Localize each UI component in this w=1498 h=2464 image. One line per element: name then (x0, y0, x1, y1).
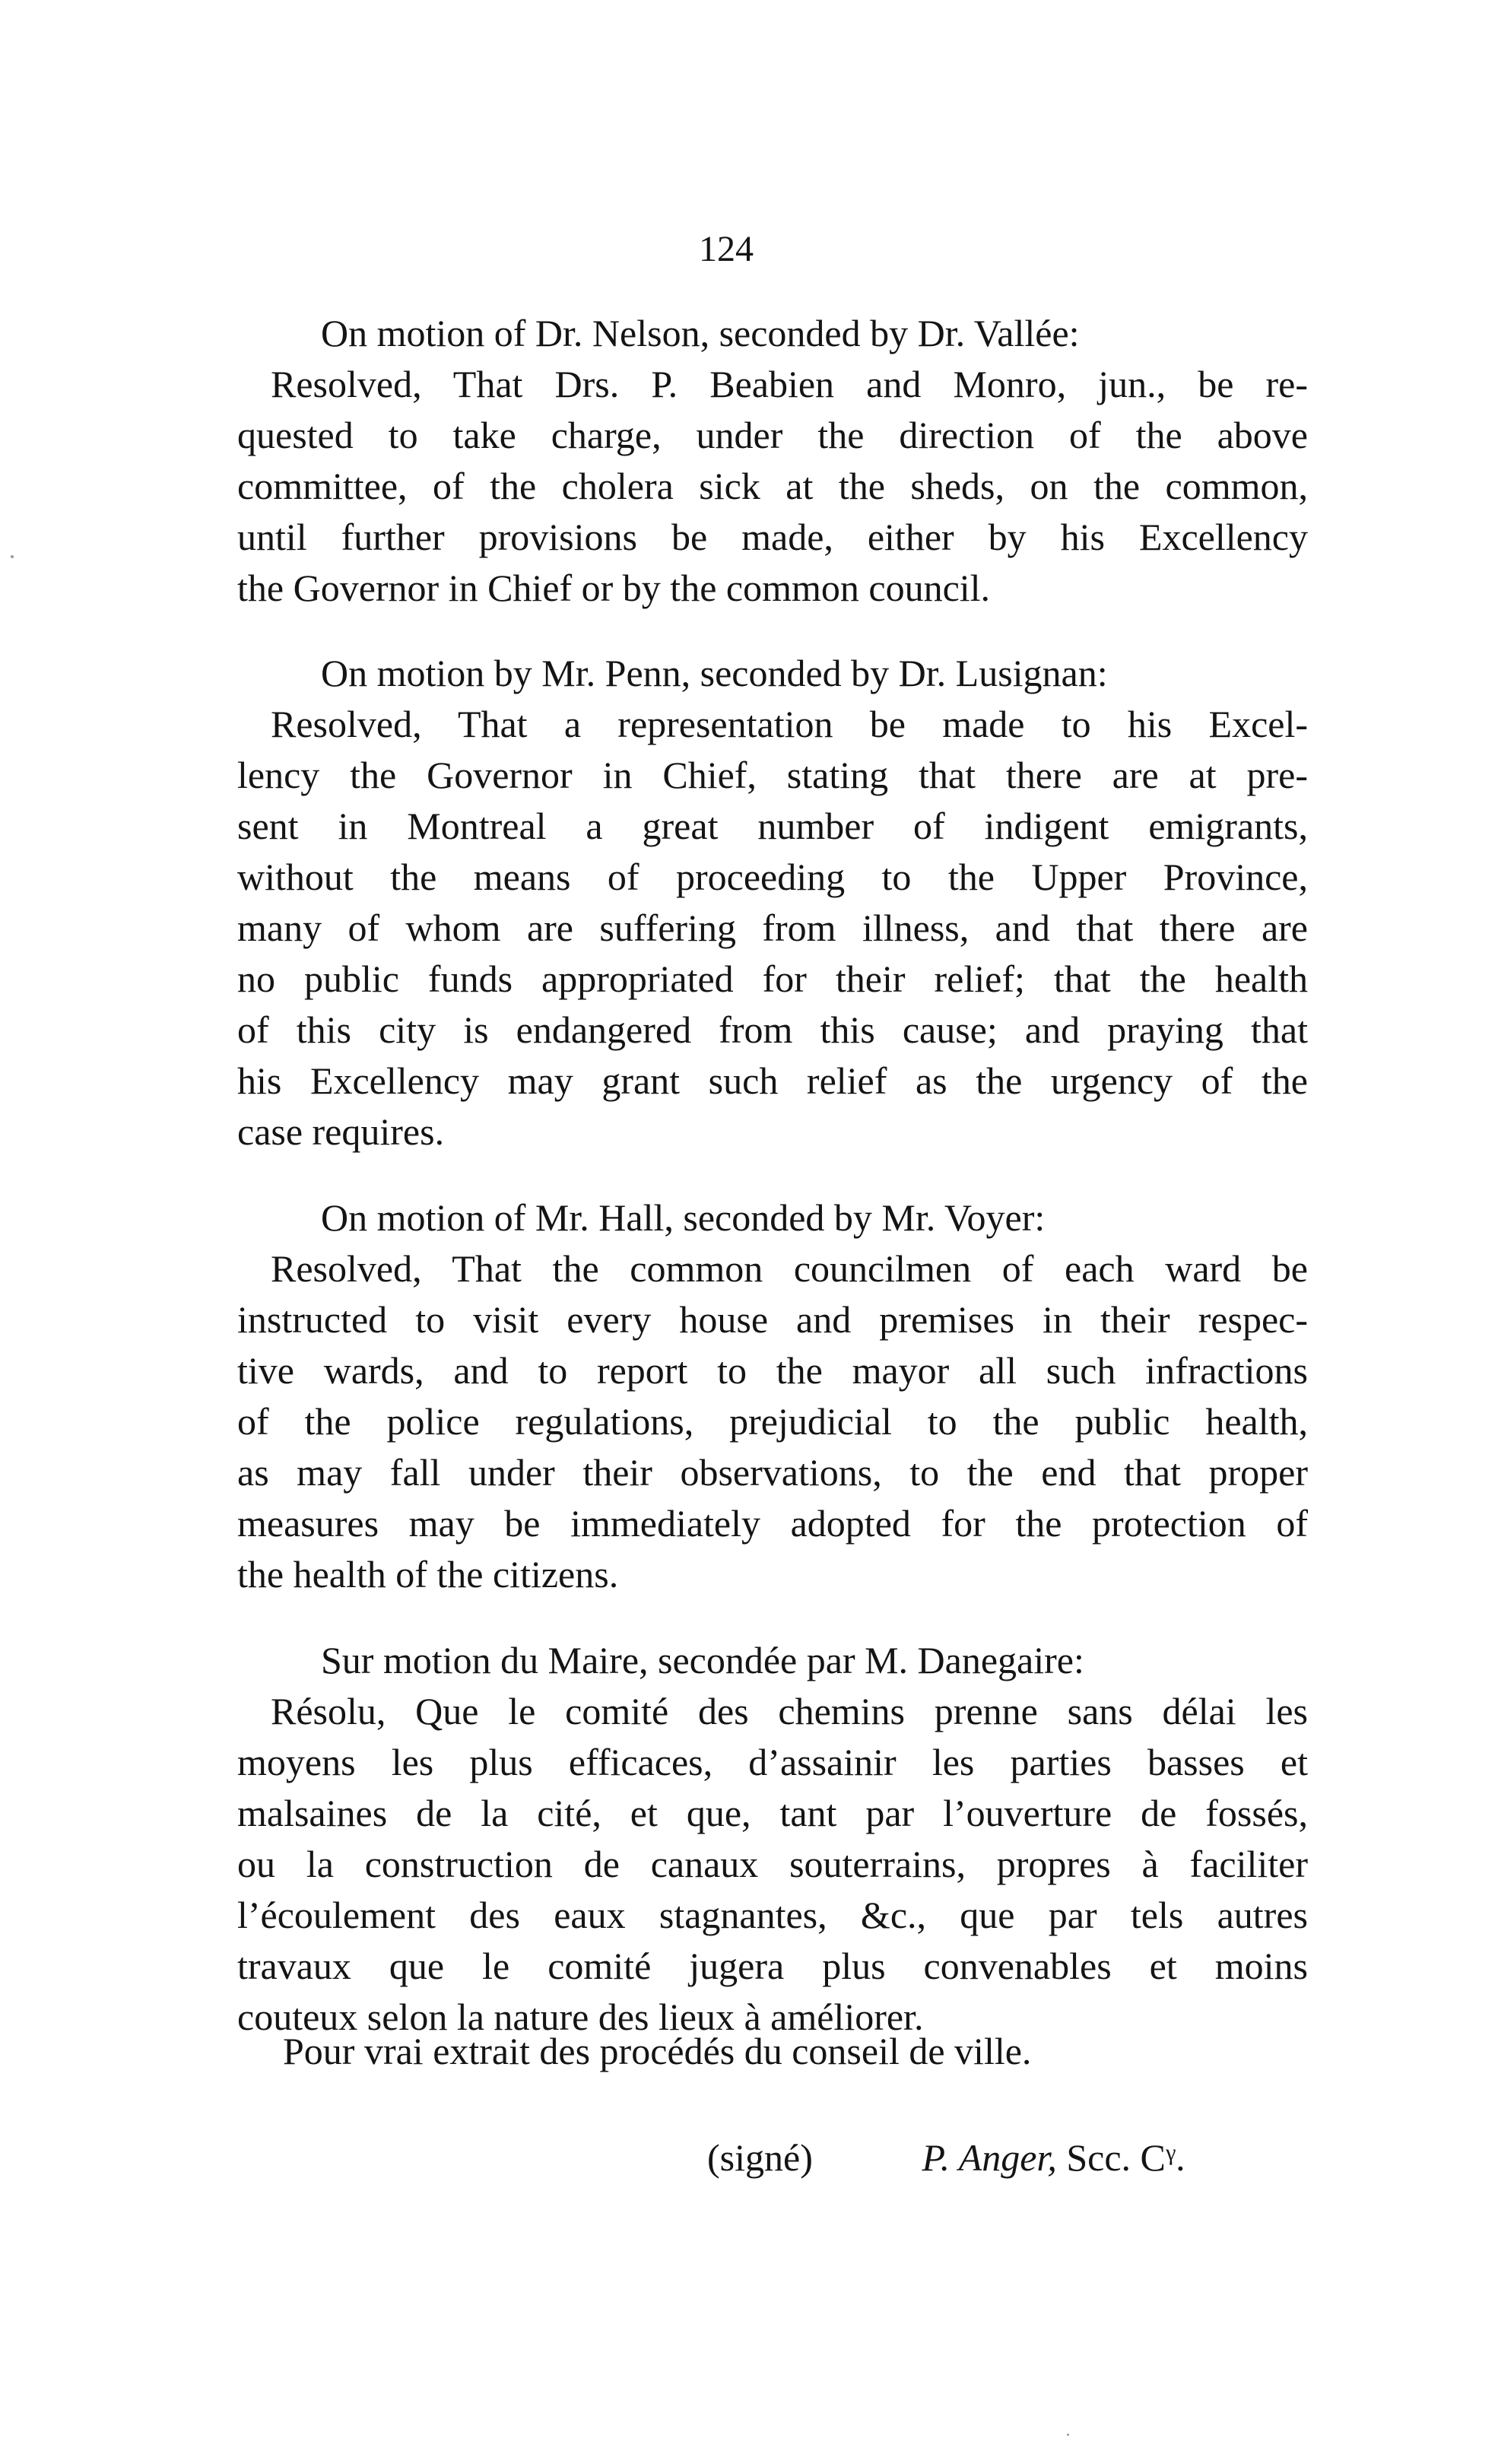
text-line: without the means of proceeding to the Upper Province, (237, 856, 1308, 898)
closing-line: Pour vrai extrait des procédés du conseil de ville. (283, 2030, 1032, 2072)
text-line: ou la construction de canaux souterrains, propres à faciliter (237, 1843, 1308, 1885)
text-line: moyens les plus efficaces, d’assainir les parties basses et (237, 1741, 1308, 1783)
scan-speck (11, 555, 14, 558)
text-line: the health of the citizens. (237, 1553, 619, 1596)
resolution-paragraph (237, 1192, 1308, 1600)
text-line: of the police regulations, prejudicial to the public health, (237, 1400, 1308, 1443)
signatory-name: P. Anger, (922, 2136, 1057, 2179)
signatory-title: Scc. Cᵞ. (1066, 2136, 1185, 2179)
text-line: his Excellency may grant such relief as the urgency of the (237, 1059, 1308, 1102)
text-line: malsaines de la cité, et que, tant par l’ouverture de fossés, (237, 1792, 1308, 1834)
text-line: l’écoulement des eaux stagnantes, &c., que par tels autres (237, 1894, 1308, 1936)
motion-line: On motion of Mr. Hall, seconded by Mr. Voyer: (321, 1196, 1046, 1239)
text-line: committee, of the cholera sick at the sheds, on the common, (237, 465, 1308, 507)
text-line: until further provisions be made, either by his Excellency (237, 516, 1308, 558)
resolution-paragraph (237, 648, 1308, 1157)
resolution-paragraph (237, 1635, 1308, 2043)
text-line: sent in Montreal a great number of indigent emigrants, (237, 805, 1308, 847)
signature-line (707, 2132, 1270, 2183)
resolution-paragraph (237, 308, 1308, 614)
scan-speck (1067, 2434, 1069, 2436)
motion-line: On motion of Dr. Nelson, seconded by Dr. Vallée: (321, 312, 1080, 354)
text-line: quested to take charge, under the direction of the above (237, 414, 1308, 456)
text-line: of this city is endangered from this cause; and praying that (237, 1008, 1308, 1051)
text-line: travaux que le comité jugera plus convenables et moins (237, 1945, 1308, 1987)
text-line: no public funds appropriated for their relief; that the health (237, 957, 1308, 1000)
text-line: case requires. (237, 1110, 445, 1153)
text-line: Resolved, That a representation be made to his Excel- (271, 703, 1308, 745)
motion-line: On motion by Mr. Penn, seconded by Dr. Lusignan: (321, 652, 1108, 694)
text-line: Résolu, Que le comité des chemins prenne sans délai les (271, 1690, 1308, 1732)
signed-label: (signé) (707, 2136, 813, 2179)
text-line: lency the Governor in Chief, stating that there are at pre- (237, 754, 1308, 796)
page-number: 124 (699, 229, 754, 269)
text-line: measures may be immediately adopted for the protection of (237, 1502, 1308, 1545)
text-line: instructed to visit every house and premises in their respec- (237, 1298, 1308, 1341)
text-line: as may fall under their observations, to the end that proper (237, 1451, 1308, 1494)
text-line: tive wards, and to report to the mayor all such infractions (237, 1349, 1308, 1392)
text-line: Resolved, That Drs. P. Beabien and Monro, jun., be re- (271, 363, 1308, 405)
text-line: many of whom are suffering from illness, and that there are (237, 907, 1308, 949)
text-line: the Governor in Chief or by the common council. (237, 567, 991, 609)
text-line: Resolved, That the common councilmen of each ward be (271, 1247, 1308, 1290)
motion-line: Sur motion du Maire, secondée par M. Danegaire: (321, 1639, 1084, 1681)
text-line: couteux selon la nature des lieux à améliorer. (237, 1996, 924, 2038)
